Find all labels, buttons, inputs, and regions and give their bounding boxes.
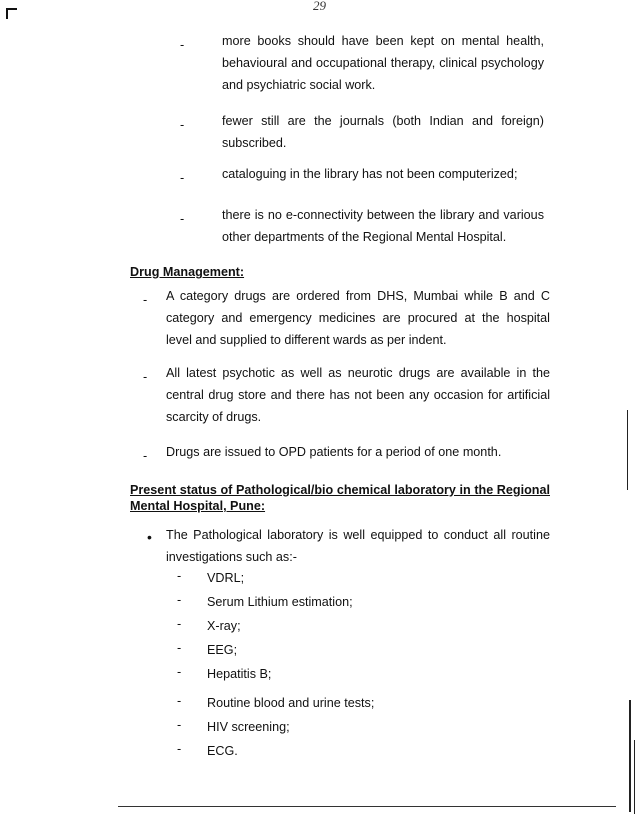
lab-test-item: EEG;	[207, 643, 238, 657]
section-heading-drug-management: Drug Management:	[130, 265, 245, 279]
bottom-rule	[118, 806, 616, 807]
library-item: more books should have been kept on mental health, behavioural and occupational therapy, clinical psychology and psychiatric social work.	[222, 34, 544, 92]
library-item: fewer still are the journals (both Indian and foreign) subscribed.	[222, 114, 544, 150]
dash-marker: -	[180, 171, 185, 185]
scan-edge-line	[629, 700, 631, 812]
lab-test-item: Hepatitis B;	[207, 667, 272, 681]
drug-item: Drugs are issued to OPD patients for a period of one month.	[166, 445, 502, 459]
bullet-marker: •	[147, 529, 152, 545]
dash-marker: -	[177, 617, 182, 631]
dash-marker: -	[180, 212, 185, 226]
lab-test-item: X-ray;	[207, 619, 241, 633]
dash-marker: -	[143, 449, 148, 463]
dash-marker: -	[177, 569, 182, 583]
lab-test-item: HIV screening;	[207, 720, 290, 734]
dash-marker: -	[143, 370, 148, 384]
scan-edge-line	[627, 410, 628, 490]
lab-test-item: Routine blood and urine tests;	[207, 696, 375, 710]
dash-marker: -	[177, 665, 182, 679]
lab-test-item: VDRL;	[207, 571, 245, 585]
dash-marker: -	[180, 38, 185, 52]
lab-test-item: Serum Lithium estimation;	[207, 595, 353, 609]
drug-item: All latest psychotic as well as neurotic drugs are available in the central drug store and there has not been any occasion for artificial scarcity of drugs.	[166, 366, 550, 424]
section-heading-laboratory: Present status of Pathological/bio chemical laboratory in the Regional Mental Hospital, Pune:	[130, 483, 550, 513]
library-item: there is no e-connectivity between the library and various other departments of the Regional Mental Hospital.	[222, 208, 544, 244]
lab-test-item: ECG.	[207, 744, 238, 758]
drug-item: A category drugs are ordered from DHS, Mumbai while B and C category and emergency medicines are procured at the hospital level and supplied to different wards as per indent.	[166, 289, 550, 347]
dash-marker: -	[177, 641, 182, 655]
dash-marker: -	[177, 742, 182, 756]
library-item: cataloguing in the library has not been computerized;	[222, 167, 518, 181]
lab-intro: The Pathological laboratory is well equipped to conduct all routine investigations such as:-	[166, 528, 550, 564]
page-number: 29	[313, 0, 326, 13]
dash-marker: -	[177, 718, 182, 732]
dash-marker: -	[177, 593, 182, 607]
scan-edge-line	[634, 740, 635, 814]
dash-marker: -	[143, 293, 148, 307]
dash-marker: -	[177, 694, 182, 708]
dash-marker: -	[180, 118, 185, 132]
